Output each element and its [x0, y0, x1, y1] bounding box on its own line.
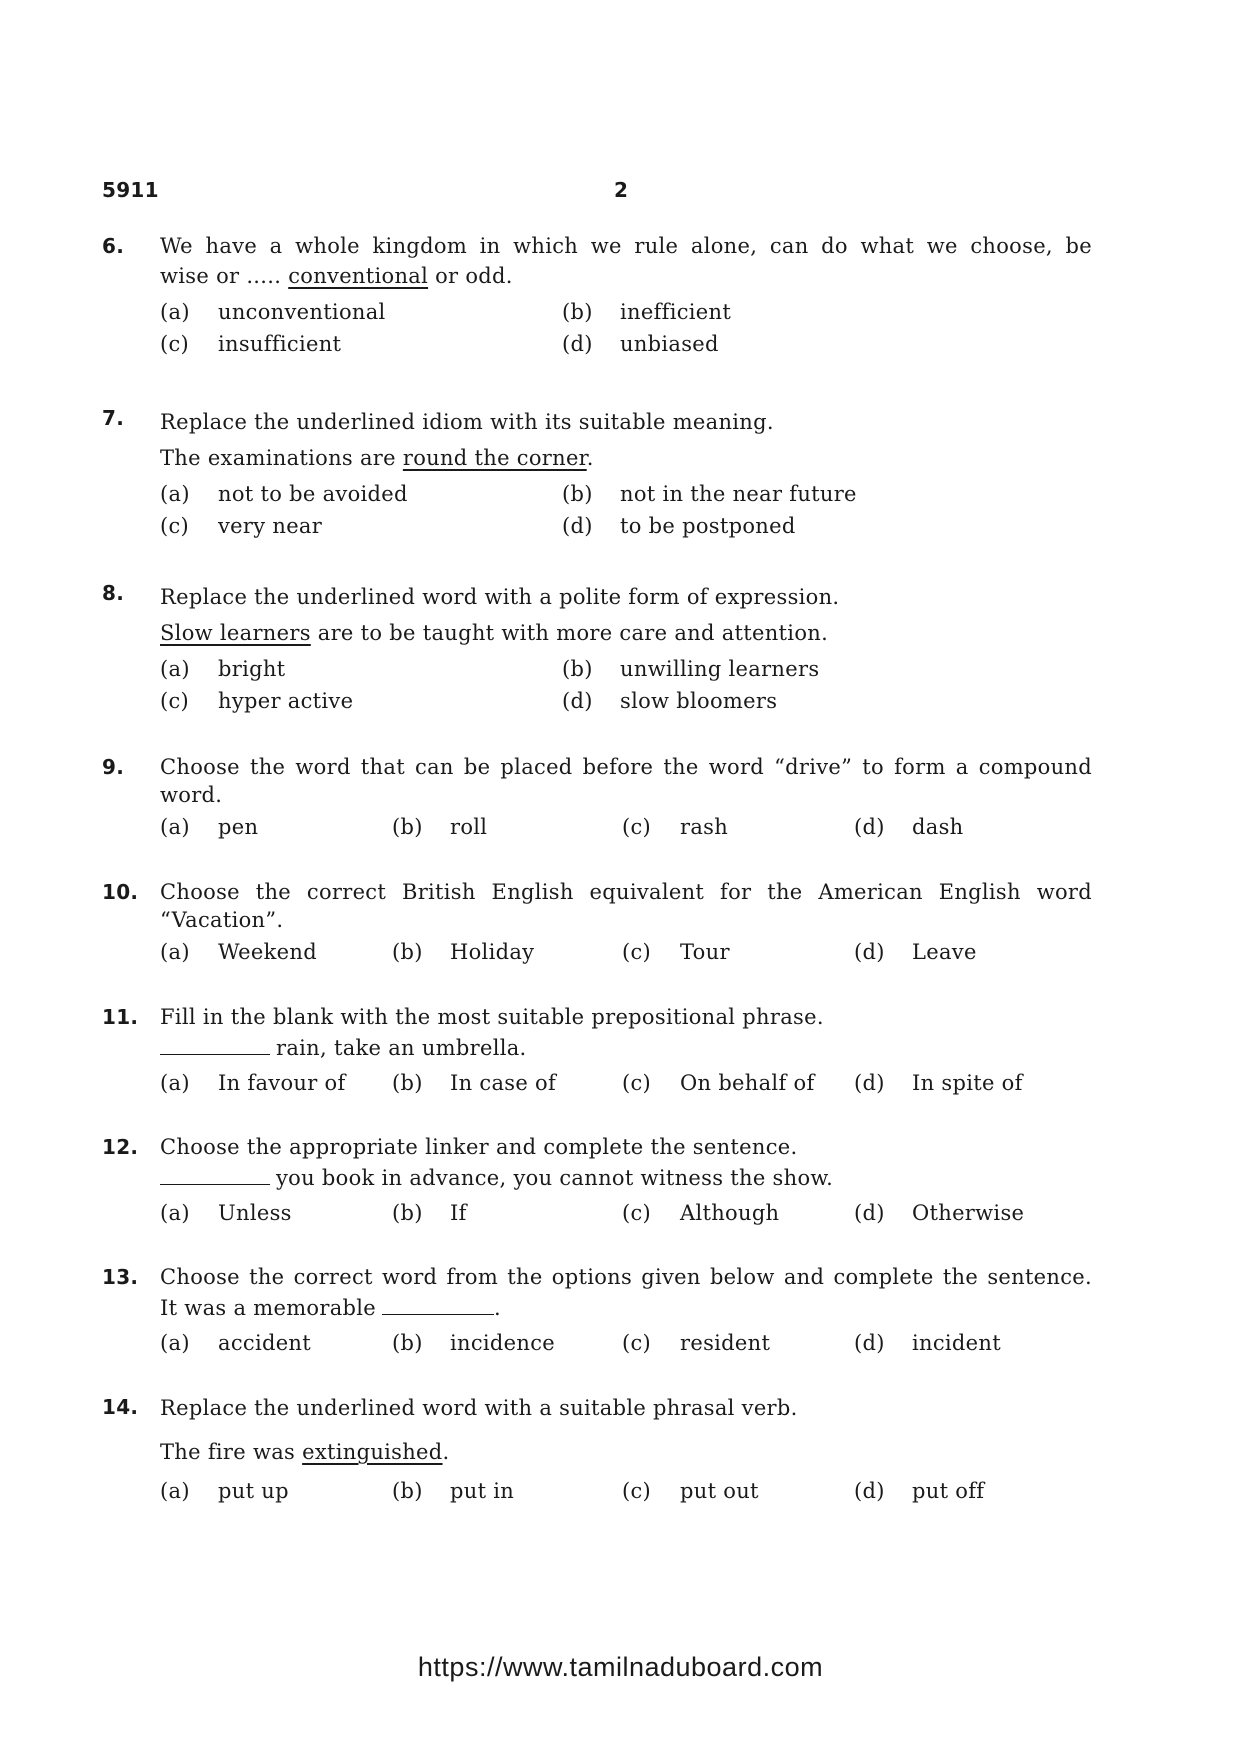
underlined-idiom: round the corner: [402, 446, 587, 470]
question-sentence: The examinations are round the corner.: [160, 446, 594, 470]
question-stem: Replace the underlined word with a polite form of expression.: [160, 585, 840, 609]
option-c: (c) Tour: [622, 940, 730, 964]
question-stem: Choose the word that can be placed before the word “drive” to form a compound: [160, 755, 1092, 779]
option-a: (a) accident: [160, 1331, 311, 1355]
question-number: 13.: [102, 1265, 139, 1289]
option-d: (d) In spite of: [854, 1071, 1023, 1095]
option-d: (d) slow bloomers: [562, 689, 778, 713]
option-b: (b) Holiday: [392, 940, 535, 964]
answer-blank: [382, 1294, 494, 1315]
question-number: 8.: [102, 581, 125, 605]
question-sentence: The fire was extinguished.: [160, 1440, 450, 1464]
option-b: (b) roll: [392, 815, 488, 839]
question-stem: Choose the appropriate linker and complete the sentence.: [160, 1135, 798, 1159]
option-d: (d) to be postponed: [562, 514, 796, 538]
option-a: (a) put up: [160, 1479, 289, 1503]
question-number: 14.: [102, 1395, 139, 1419]
question-number: 11.: [102, 1005, 139, 1029]
question-sentence: rain, take an umbrella.: [160, 1031, 1092, 1065]
footer-url: https://www.tamilnaduboard.com: [417, 1652, 824, 1682]
options: [160, 1475, 1092, 1507]
question-sentence: It was a memorable .: [160, 1296, 501, 1320]
question-number: 10.: [102, 880, 139, 904]
option-a: (a) bright: [160, 657, 286, 681]
option-a: (a) In favour of: [160, 1071, 346, 1095]
underlined-word: conventional: [288, 264, 429, 288]
option-d: (d) dash: [854, 815, 964, 839]
question-sentence: you book in advance, you cannot witness the show.: [160, 1161, 1092, 1195]
question-stem-line: “Vacation”.: [160, 908, 284, 932]
option-d: (d) unbiased: [562, 332, 719, 356]
option-c: (c) put out: [622, 1479, 759, 1503]
question-stem-line: word.: [160, 783, 223, 807]
paper-code: 5911: [102, 178, 159, 202]
option-d: (d) put off: [854, 1479, 985, 1503]
underlined-word: Slow learners: [160, 621, 311, 645]
option-d: (d) incident: [854, 1331, 1001, 1355]
underlined-word: extinguished: [302, 1440, 443, 1464]
question-number: 6.: [102, 234, 125, 258]
question-stem: Fill in the blank with the most suitable prepositional phrase.: [160, 1005, 824, 1029]
option-c: (c) rash: [622, 815, 729, 839]
options: [160, 478, 1092, 542]
options: [160, 653, 1092, 717]
question-stem: We have a whole kingdom in which we rule alone, can do what we choose, be: [160, 234, 1092, 258]
option-a: (a) unconventional: [160, 300, 386, 324]
page-number: 2: [614, 178, 629, 202]
options: [160, 811, 1092, 843]
option-d: (d) Leave: [854, 940, 977, 964]
options: [160, 1197, 1092, 1229]
option-c: (c) resident: [622, 1331, 771, 1355]
options: [160, 936, 1092, 968]
options: [160, 296, 1092, 360]
page-header: [102, 178, 1139, 208]
option-a: (a) not to be avoided: [160, 482, 408, 506]
option-b: (b) put in: [392, 1479, 515, 1503]
option-a: (a) Weekend: [160, 940, 317, 964]
option-c: (c) On behalf of: [622, 1071, 815, 1095]
options: [160, 1327, 1092, 1359]
options: [160, 1067, 1092, 1099]
option-d: (d) Otherwise: [854, 1201, 1025, 1225]
option-c: (c) Although: [622, 1201, 780, 1225]
option-c: (c) insufficient: [160, 332, 342, 356]
question-number: 7.: [102, 406, 125, 430]
question-number: 9.: [102, 755, 125, 779]
option-a: (a) pen: [160, 815, 259, 839]
question-sentence: Slow learners are to be taught with more care and attention.: [160, 621, 829, 645]
option-b: (b) unwilling learners: [562, 657, 820, 681]
option-b: (b) incidence: [392, 1331, 556, 1355]
option-c: (c) very near: [160, 514, 323, 538]
answer-blank: [160, 1164, 270, 1185]
option-b: (b) In case of: [392, 1071, 557, 1095]
answer-blank: [160, 1034, 270, 1055]
option-c: (c) hyper active: [160, 689, 354, 713]
question-number: 12.: [102, 1135, 139, 1159]
question-stem: Choose the correct word from the options given below and complete the sentence.: [160, 1265, 1092, 1289]
question-stem: Replace the underlined idiom with its suitable meaning.: [160, 410, 774, 434]
question-stem: Replace the underlined word with a suitable phrasal verb.: [160, 1396, 798, 1420]
option-b: (b) If: [392, 1201, 467, 1225]
option-a: (a) Unless: [160, 1201, 292, 1225]
option-b: (b) not in the near future: [562, 482, 857, 506]
option-b: (b) inefficient: [562, 300, 732, 324]
question-stem-line: wise or ..... conventional or odd.: [160, 264, 513, 288]
question-stem: Choose the correct British English equivalent for the American English word: [160, 880, 1092, 904]
